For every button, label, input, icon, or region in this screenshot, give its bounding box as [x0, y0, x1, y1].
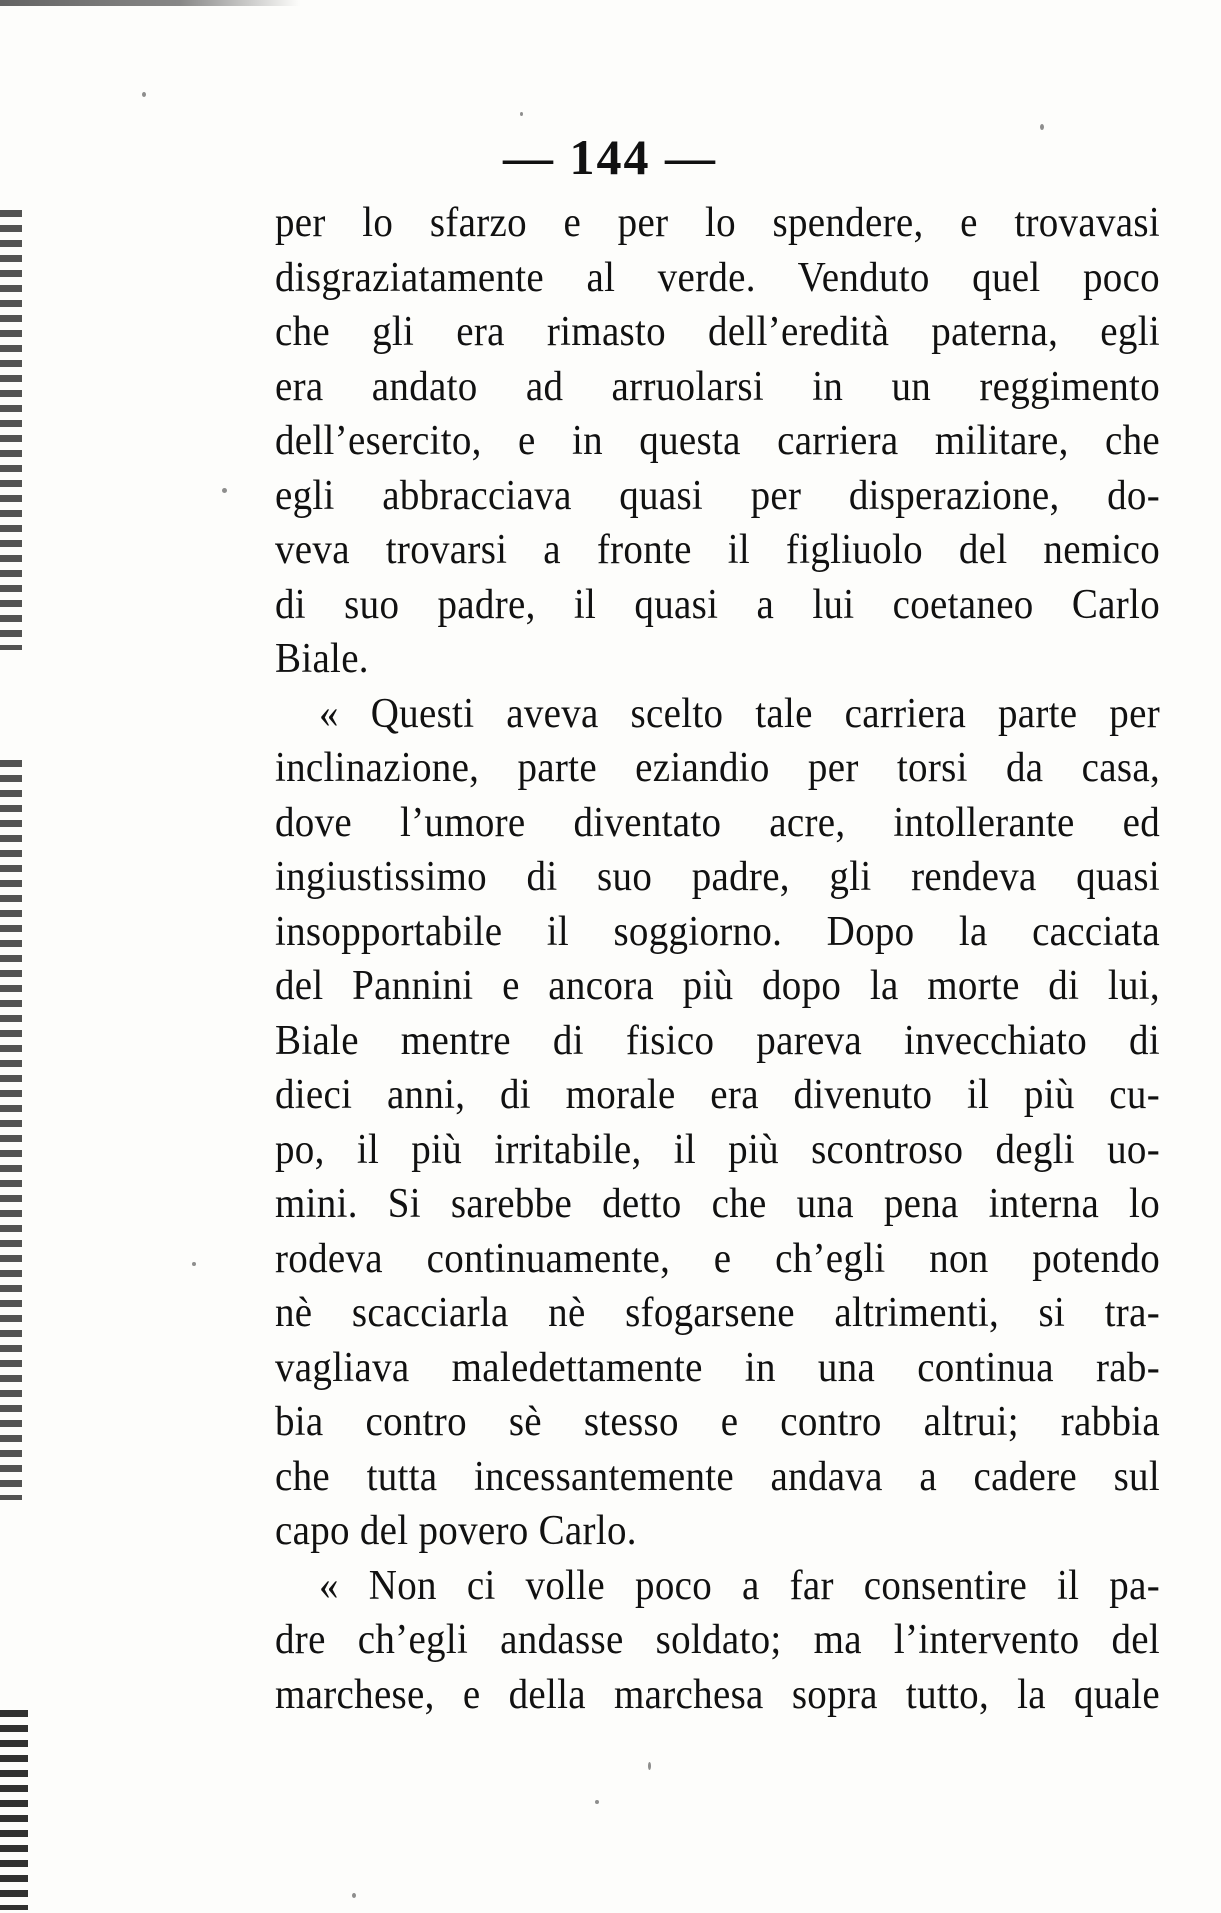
- text-line: del Pannini e ancora più dopo la morte di lui,: [275, 962, 1160, 1009]
- ink-speck: [648, 1762, 651, 1770]
- binding-shadow: [0, 210, 22, 650]
- text-line: era andato ad arruolarsi in un reggimento: [275, 362, 1160, 410]
- text-line: rodeva continuamente, e ch’egli non potendo: [275, 1234, 1160, 1282]
- text-line: Biale mentre di fisico pareva invecchiato di: [275, 1016, 1160, 1064]
- text-line: ingiustissimo di suo padre, gli rendeva quasi: [275, 853, 1160, 900]
- page-number: — 144 —: [503, 129, 717, 185]
- body-text: [275, 196, 1160, 1722]
- ink-speck: [192, 1262, 196, 1266]
- text-line: per lo sfarzo e per lo spendere, e trovavasi: [275, 199, 1160, 246]
- text-line: inclinazione, parte eziandio per torsi da casa,: [275, 744, 1160, 791]
- text-line: disgraziatamente al verde. Venduto quel poco: [275, 253, 1160, 301]
- text-line: egli abbracciava quasi per disperazione, do-: [275, 471, 1160, 519]
- text-line: « Questi aveva scelto tale carriera parte per: [319, 689, 1160, 737]
- text-line: veva trovarsi a fronte il figliuolo del nemico: [275, 526, 1160, 573]
- ink-speck: [222, 488, 227, 493]
- text-line: capo del povero Carlo.: [275, 1507, 637, 1554]
- page-edge-shadow: [0, 0, 300, 6]
- binding-shadow: [0, 760, 22, 1500]
- text-line: marchese, e della marchesa sopra tutto, la quale: [275, 1670, 1160, 1718]
- text-line: dieci anni, di morale era divenuto il più cu-: [275, 1071, 1160, 1118]
- text-line: di suo padre, il quasi a lui coetaneo Carlo: [275, 580, 1160, 628]
- text-line: bia contro sè stesso e contro altrui; rabbia: [275, 1398, 1160, 1445]
- ink-speck: [520, 112, 523, 116]
- text-line: dove l’umore diventato acre, intollerante ed: [275, 798, 1160, 846]
- text-line: che tutta incessantemente andava a cadere sul: [275, 1452, 1160, 1500]
- text-line: che gli era rimasto dell’eredità paterna, egli: [275, 308, 1160, 355]
- text-line: nè scacciarla nè sfogarsene altrimenti, si tra-: [275, 1289, 1160, 1336]
- text-line: insopportabile il soggiorno. Dopo la cacciata: [275, 907, 1160, 955]
- ink-speck: [595, 1800, 599, 1804]
- text-line: Biale.: [275, 635, 369, 682]
- text-line: « Non ci volle poco a far consentire il pa-: [319, 1561, 1160, 1609]
- ink-speck: [352, 1893, 356, 1898]
- ink-speck: [142, 92, 146, 97]
- binding-shadow: [0, 1710, 28, 1910]
- text-line: dell’esercito, e in questa carriera militare, che: [275, 417, 1160, 464]
- text-line: po, il più irritabile, il più scontroso degli uo-: [275, 1125, 1160, 1173]
- text-line: vagliava maledettamente in una continua rab-: [275, 1343, 1160, 1391]
- text-line: dre ch’egli andasse soldato; ma l’intervento del: [275, 1616, 1160, 1663]
- text-line: mini. Si sarebbe detto che una pena interna lo: [275, 1180, 1160, 1227]
